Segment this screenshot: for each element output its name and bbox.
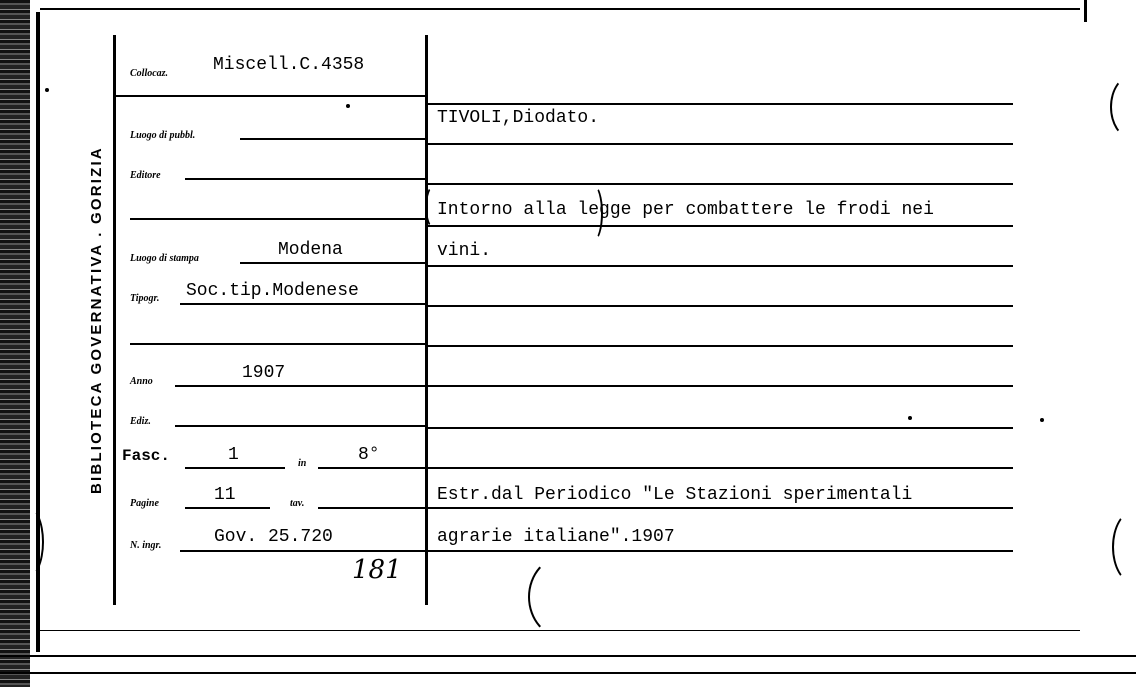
- rule: [130, 343, 425, 345]
- bottom-rule-2: [0, 672, 1136, 674]
- rule: [185, 467, 285, 469]
- label-fasc: Fasc.: [122, 447, 171, 465]
- library-stamp-text: BIBLIOTECA GOVERNATIVA . GORIZIA: [88, 146, 105, 494]
- bracket-mark: [585, 185, 603, 241]
- rule: [175, 425, 425, 427]
- rule: [185, 178, 425, 180]
- rule: [318, 467, 425, 469]
- label-in: in: [298, 458, 307, 469]
- edge-arc: [1112, 510, 1136, 584]
- rule: [428, 550, 1013, 552]
- bracket-mark: [425, 185, 443, 229]
- label-tav: tav.: [290, 498, 305, 509]
- label-anno: Anno: [130, 376, 153, 387]
- rule: [428, 345, 1013, 347]
- rule: [428, 265, 1013, 267]
- rule: [428, 225, 1013, 227]
- top-rule: [40, 8, 1080, 10]
- value-luogo-stampa: Modena: [278, 240, 343, 260]
- label-editore: Editore: [130, 170, 161, 181]
- label-ediz: Ediz.: [130, 416, 151, 427]
- left-column-line: [113, 35, 116, 605]
- edge-arc: [10, 505, 44, 579]
- rule: [318, 507, 425, 509]
- rule: [428, 385, 1013, 387]
- ink-dot: [346, 104, 350, 108]
- label-luogo-stampa: Luogo di stampa: [130, 253, 199, 264]
- rule: [116, 95, 426, 97]
- rule: [180, 303, 425, 305]
- rule: [428, 467, 1013, 469]
- rule: [240, 138, 425, 140]
- entry-title-line2: vini.: [437, 241, 492, 261]
- right-tick: [1084, 0, 1087, 22]
- middle-column-line: [425, 35, 428, 605]
- rule: [130, 218, 425, 220]
- rule: [240, 262, 425, 264]
- rule: [428, 103, 1013, 105]
- value-tipogr: Soc.tip.Modenese: [186, 281, 359, 301]
- rule: [428, 183, 1013, 185]
- value-fasc: 1: [228, 445, 239, 465]
- label-tipogr: Tipogr.: [130, 293, 160, 304]
- library-stamp: [88, 70, 108, 570]
- value-pagine: 11: [214, 485, 236, 505]
- rule: [185, 507, 270, 509]
- label-pagine: Pagine: [130, 498, 159, 509]
- rule: [180, 550, 425, 552]
- rule: [175, 385, 425, 387]
- bottom-rule: [0, 655, 1136, 657]
- value-anno: 1907: [242, 363, 286, 383]
- value-n-ingr: Gov. 25.720: [214, 527, 333, 547]
- value-collocazione: Miscell.C.4358: [213, 55, 365, 75]
- label-collocazione: Collocaz.: [130, 68, 169, 79]
- label-luogo-pubbl: Luogo di pubbl.: [130, 130, 196, 141]
- edge-arc: [1110, 75, 1136, 139]
- ink-dot: [45, 88, 49, 92]
- handwritten-number: 181: [352, 555, 402, 585]
- label-n-ingr: N. ingr.: [130, 540, 162, 551]
- entry-note-line1: Estr.dal Periodico "Le Stazioni sperimentali: [437, 485, 913, 505]
- value-formato: 8°: [358, 445, 380, 465]
- card-edge: [0, 0, 30, 687]
- punch-hole-arc: [528, 555, 602, 639]
- entry-note-line2: agrarie italiane".1907: [437, 527, 675, 547]
- ink-dot: [1040, 418, 1044, 422]
- entry-title-line1: Intorno alla legge per combattere le frodi nei: [437, 200, 934, 220]
- entry-author: TIVOLI,Diodato.: [437, 108, 600, 128]
- rule: [428, 143, 1013, 145]
- rule: [428, 305, 1013, 307]
- rule: [428, 507, 1013, 509]
- rule: [428, 427, 1013, 429]
- ink-dot: [908, 416, 912, 420]
